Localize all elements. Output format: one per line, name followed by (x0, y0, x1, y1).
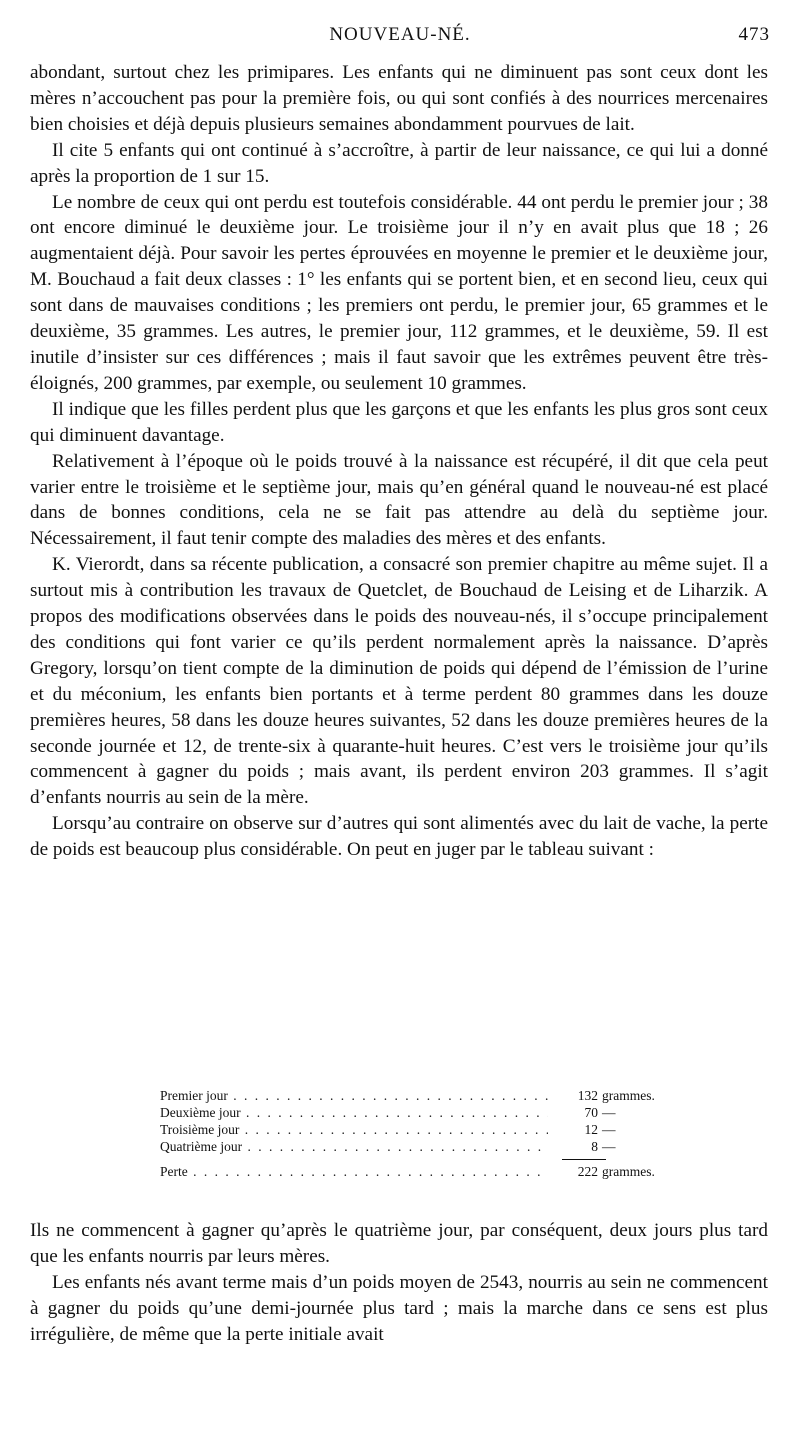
paragraph: Le nombre de ceux qui ont perdu est toutefois considérable. 44 ont perdu le premier jour ; 38 ont encore diminué le deuxième jour. Le troisième jour il n’y en avait plus que 18 ; 26 augmentaient déjà. Pour savoir les pertes éprouvées en moyenne le premier et le deuxième jour, M. Bouchaud a fait deux classes : 1° les enfants qui se portent bien, et en second lieu, ceux qui sont dans de mauvaises conditions ; les premiers ont perdu, le premier jour, 65 grammes et le deuxième, 35 grammes. Les autres, le premier jour, 112 grammes, et le deuxième, 59. Il est inutile d’insister sur ces différences ; mais il faut savoir que les extrêmes peuvent être très-éloignés, 200 grammes, par exemple, ou seulement 10 grammes. (30, 191, 768, 394)
row-unit: — (602, 1139, 616, 1154)
paragraph: abondant, surtout chez les primipares. Les enfants qui ne diminuent pas sont ceux dont les mères n’accouchent pas pour la première fois, ou qui sont confiés à des nourrices mercenaires bien choisies et déjà depuis plusieurs semaines abondamment pourvues de lait. (30, 62, 768, 135)
table-row (160, 1138, 672, 1155)
paragraph: Il indique que les filles perdent plus que les garçons et que les enfants les plus gros sont ceux qui diminuent davantage. (30, 398, 768, 446)
row-unit: — (602, 1122, 616, 1137)
row-unit: grammes. (602, 1088, 655, 1103)
table-total-row (160, 1163, 672, 1180)
table-row (160, 1087, 672, 1104)
row-label: Premier jour . . . (160, 1087, 548, 1104)
running-head: NOUVEAU-NÉ. (329, 24, 471, 45)
sum-rule (562, 1159, 606, 1160)
body-text-continued (30, 1218, 768, 1348)
paragraph: Ils ne commencent à gagner qu’après le quatrième jour, par conséquent, deux jours plus tard que les enfants nourris par leurs mères. (30, 1220, 768, 1267)
table-row (160, 1104, 672, 1121)
row-value: 70 (584, 1105, 598, 1120)
row-label: Quatrième jour . . . (160, 1138, 548, 1155)
paragraph: Les enfants nés avant terme mais d’un poids moyen de 2543, nourris au sein ne commencent à gagner du poids qu’une demi-journée plus tard ; mais la marche dans ce sens est plus irrégulière, de même que la perte initiale avait (30, 1271, 768, 1345)
row-value: 132 (577, 1088, 598, 1103)
page-header (30, 24, 770, 54)
row-label: Troisième jour . . . (160, 1121, 548, 1138)
total-unit: grammes. (602, 1164, 655, 1179)
row-value: 12 (584, 1122, 598, 1137)
paragraph: Il cite 5 enfants qui ont continué à s’accroître, à partir de leur naissance, ce qui lui a donné après la proportion de 1 sur 15. (30, 139, 768, 187)
row-unit: — (602, 1105, 616, 1120)
paragraph: Relativement à l’époque où le poids trouvé à la naissance est récupéré, il dit que cela peut varier entre le troisième et le septième jour, mais qu’en général quand le nouveau-né est placé dans de bonnes conditions, cela ne se fait pas attendre au delà du septième jour. Nécessairement, il faut tenir compte des maladies des mères et des enfants. (30, 450, 768, 550)
weight-loss-table (160, 1087, 672, 1180)
total-label: Perte . . . (160, 1163, 548, 1180)
body-text (30, 60, 768, 863)
row-label: Deuxième jour . . . (160, 1104, 548, 1121)
paragraph: K. Vierordt, dans sa récente publication, a consacré son premier chapitre au même sujet. Il a surtout mis à contribution les travaux de Quetclet, de Bouchaud de Leising et de Liharzik. A propos des modifications observées dans le poids des nouveau-nés, il s’occupe principalement des conditions qui font varier ce qu’ils perdent normalement après la naissance. D’après Gregory, lorsqu’on tient compte de la diminution de poids qui dépend de l’émission de l’urine et du méconium, les enfants bien portants et à terme perdent 80 grammes dans les douze premières heures, 58 dans les douze heures suivantes, 52 dans les douze premières heures de la seconde journée et 12, de trente-six à quarante-huit heures. C’est vers le troisième jour qu’ils commencent à gagner du poids ; mais avant, ils perdent environ 203 grammes. Il s’agit d’enfants nourris au sein de la mère. (30, 554, 768, 809)
page-number: 473 (738, 24, 770, 45)
paragraph: Lorsqu’au contraire on observe sur d’autres qui sont alimentés avec du lait de vache, la perte de poids est beaucoup plus considérable. On peut en juger par le tableau suivant : (30, 813, 768, 861)
total-value: 222 (577, 1164, 598, 1179)
table-row (160, 1121, 672, 1138)
row-value: 8 (591, 1139, 598, 1154)
